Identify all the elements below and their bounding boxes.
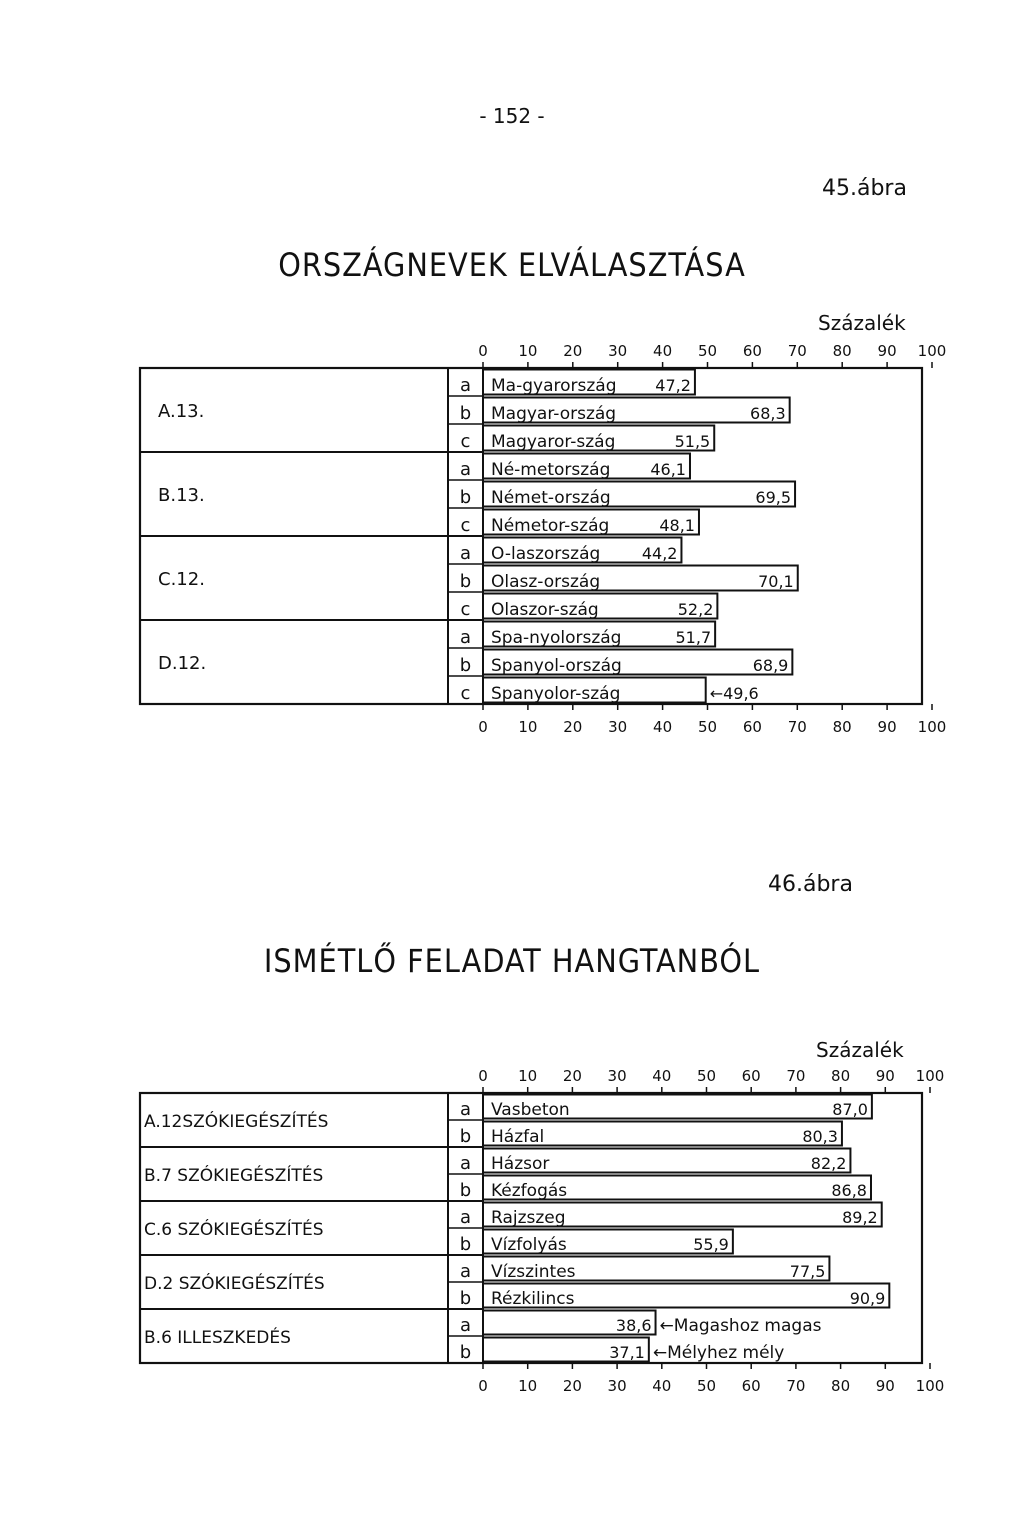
tick-label-bottom: 60: [742, 718, 762, 736]
group-label: B.6 ILLESZKEDÉS: [144, 1328, 291, 1348]
bar-value-label: 46,1: [650, 460, 686, 479]
bar-value-label: 70,1: [758, 572, 794, 591]
row-letter: b: [459, 1288, 472, 1309]
bar-value-label: ←49,6: [709, 684, 759, 703]
bar-word-label: Spa-nyolország: [491, 628, 622, 648]
row-letter: a: [459, 627, 472, 648]
row-letter: a: [459, 1207, 472, 1228]
row-letter: c: [460, 683, 471, 704]
page-number: - 152 -: [479, 104, 545, 128]
bar-word-label: Olasz-ország: [491, 572, 601, 592]
tick-label-bottom: 80: [832, 718, 852, 736]
figure-label-45: 45.ábra: [822, 176, 907, 201]
row-letter: b: [459, 1126, 472, 1147]
figure-label-46: 46.ábra: [768, 872, 853, 897]
row-letter: a: [459, 1099, 472, 1120]
tick-label-top: 90: [875, 1067, 895, 1085]
tick-label-top: 10: [518, 342, 538, 360]
row-letter: b: [459, 1234, 472, 1255]
bar-word-label: Házfal: [491, 1127, 545, 1147]
tick-label-bottom: 80: [831, 1377, 851, 1395]
tick-label-bottom: 0: [478, 718, 488, 736]
bar-value-label: 86,8: [831, 1181, 867, 1200]
tick-label-top: 50: [697, 342, 718, 360]
tick-label-top: 40: [653, 342, 673, 360]
row-letter: b: [459, 571, 472, 592]
row-letter: a: [459, 1153, 472, 1174]
tick-label-bottom: 30: [608, 718, 628, 736]
tick-label-bottom: 50: [697, 718, 718, 736]
tick-label-bottom: 70: [786, 1377, 806, 1395]
group-label: B.7 SZÓKIEGÉSZÍTÉS: [144, 1166, 324, 1186]
bar-value-label: 68,9: [752, 656, 789, 675]
bar-word-label: Házsor: [491, 1154, 550, 1174]
tick-label-top: 30: [607, 1067, 627, 1085]
row-letter: b: [459, 1180, 472, 1201]
tick-label-top: 10: [518, 1067, 538, 1085]
bar-word-label: Spanyolor-szág: [491, 684, 621, 704]
row-letter: a: [459, 543, 472, 564]
tick-label-bottom: 10: [518, 718, 538, 736]
bar-word-label: Vízfolyás: [491, 1235, 567, 1255]
group-label: B.13.: [158, 485, 205, 506]
row-letter: a: [459, 459, 472, 480]
tick-label-top: 30: [608, 342, 628, 360]
bar-value-label: 55,9: [693, 1235, 729, 1254]
bar-value-label: 68,3: [750, 404, 786, 423]
row-letter: b: [459, 487, 472, 508]
group-label: A.12SZÓKIEGÉSZÍTÉS: [144, 1112, 329, 1132]
tick-label-top: 40: [652, 1067, 672, 1085]
bar-value-label: 77,5: [789, 1262, 826, 1281]
group-label: C.12.: [158, 569, 205, 590]
tick-label-top: 0: [478, 342, 488, 360]
bar-word-label: Vasbeton: [491, 1100, 570, 1120]
chart-title-45: ORSZÁGNEVEK ELVÁLASZTÁSA: [278, 246, 746, 284]
tick-label-bottom: 100: [917, 718, 947, 736]
bar-value-label: 47,2: [655, 376, 691, 395]
row-letter: b: [459, 403, 472, 424]
row-letter: c: [460, 431, 471, 452]
tick-label-top: 60: [742, 342, 762, 360]
tick-label-top: 60: [741, 1067, 761, 1085]
bar-value-label: 51,7: [675, 628, 712, 647]
bar-annotation: ←Mélyhez mély: [652, 1343, 785, 1363]
tick-label-top: 70: [786, 1067, 806, 1085]
group-label: C.6 SZÓKIEGÉSZÍTÉS: [144, 1220, 324, 1240]
bar-value-label: 89,2: [842, 1208, 878, 1227]
tick-label-top: 20: [563, 342, 583, 360]
bar-word-label: Magyar-ország: [491, 404, 617, 424]
tick-label-top: 80: [831, 1067, 851, 1085]
bar-word-label: Ma-gyarország: [491, 376, 617, 396]
bar-word-label: Vízszintes: [491, 1262, 576, 1282]
bar-word-label: Magyaror-szág: [491, 432, 616, 452]
bar-word-label: Rézkilincs: [491, 1289, 575, 1309]
tick-label-bottom: 90: [875, 1377, 895, 1395]
group-label: A.13.: [158, 401, 205, 422]
row-letter: c: [460, 599, 471, 620]
tick-label-top: 90: [877, 342, 897, 360]
row-letter: b: [459, 655, 472, 676]
tick-label-bottom: 0: [478, 1377, 488, 1395]
unit-label: Százalék: [818, 311, 906, 335]
row-letter: a: [459, 375, 472, 396]
bar-value-label: 90,9: [849, 1289, 886, 1308]
tick-label-top: 50: [696, 1067, 717, 1085]
tick-label-bottom: 40: [653, 718, 673, 736]
tick-label-top: 0: [478, 1067, 488, 1085]
tick-label-top: 100: [917, 342, 947, 360]
bar-word-label: Olaszor-szág: [491, 600, 599, 620]
unit-label: Százalék: [816, 1038, 904, 1062]
bar-word-label: Német-ország: [491, 488, 611, 508]
tick-label-bottom: 70: [787, 718, 807, 736]
tick-label-top: 20: [562, 1067, 582, 1085]
bar-annotation: ←Magashoz magas: [659, 1316, 822, 1336]
row-letter: a: [459, 1315, 472, 1336]
tick-label-bottom: 40: [652, 1377, 672, 1395]
bar-value-label: 38,6: [615, 1316, 652, 1335]
tick-label-bottom: 50: [696, 1377, 717, 1395]
tick-label-bottom: 90: [877, 718, 897, 736]
bar-value-label: 87,0: [832, 1100, 868, 1119]
bar-word-label: Németor-szág: [491, 516, 610, 536]
bar-value-label: 80,3: [802, 1127, 838, 1146]
bar-value-label: 69,5: [755, 488, 792, 507]
bar-word-label: Spanyol-ország: [491, 656, 622, 676]
bar-value-label: 51,5: [674, 432, 711, 451]
tick-label-bottom: 20: [562, 1377, 582, 1395]
bar-word-label: O-laszország: [491, 544, 601, 564]
bar-word-label: Né-metország: [491, 460, 611, 480]
bar-value-label: 52,2: [677, 600, 714, 619]
group-label: D.2 SZÓKIEGÉSZÍTÉS: [144, 1274, 325, 1294]
tick-label-bottom: 100: [915, 1377, 945, 1395]
chart-title-46: ISMÉTLŐ FELADAT HANGTANBÓL: [263, 942, 761, 980]
bar-value-label: 44,2: [641, 544, 678, 563]
tick-label-bottom: 60: [741, 1377, 761, 1395]
bar-value-label: 82,2: [810, 1154, 847, 1173]
tick-label-top: 70: [787, 342, 807, 360]
row-letter: b: [459, 1342, 472, 1363]
tick-label-bottom: 20: [563, 718, 583, 736]
bar-value-label: 48,1: [659, 516, 695, 535]
tick-label-bottom: 30: [607, 1377, 627, 1395]
bar-word-label: Rajzszeg: [491, 1208, 566, 1228]
row-letter: a: [459, 1261, 472, 1282]
tick-label-top: 100: [915, 1067, 945, 1085]
bar-value-label: 37,1: [609, 1343, 645, 1362]
tick-label-top: 80: [832, 342, 852, 360]
bar-word-label: Kézfogás: [491, 1181, 568, 1201]
tick-label-bottom: 10: [518, 1377, 538, 1395]
row-letter: c: [460, 515, 471, 536]
group-label: D.12.: [158, 653, 207, 674]
